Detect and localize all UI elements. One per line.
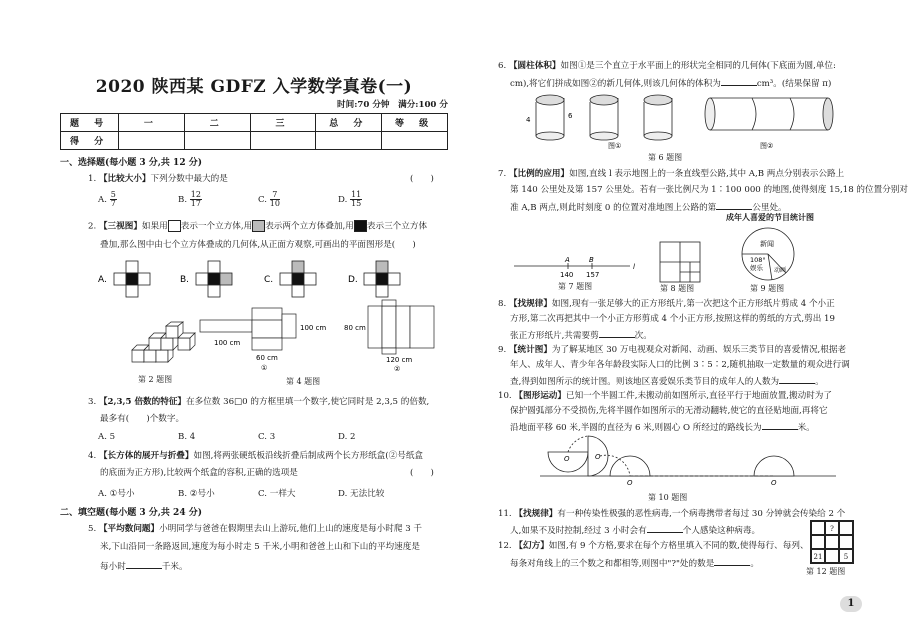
score-cell: 得 分 [61, 132, 119, 150]
fraction: $\frac{12}{17}$ [190, 190, 201, 208]
semicircle-end [754, 456, 794, 476]
score-cell: 题 号 [61, 114, 119, 132]
question-8: 8. 【找规律】如图,现有一张足够大的正方形纸片,第一次把这个正方形纸片剪成 4 个小正 [498, 299, 835, 309]
magic-cell[interactable]: 5 [839, 549, 853, 563]
question-7: 7. 【比例的应用】如图,直线 l 表示地图上的一条直线型公路,其中 A,B 两点分别表示公路上 [498, 169, 845, 179]
paper-boxes-figure [198, 300, 448, 372]
option-c[interactable]: C. $\frac{7}{10}$ [258, 190, 280, 208]
question-4-line2: 的底面为正方形),比较两个纸盒的容积,正确的选项是 [100, 468, 298, 478]
option-d[interactable]: D. 2 [338, 432, 356, 442]
magic-cell[interactable]: 21 [811, 549, 825, 563]
option-a-grid [114, 261, 150, 297]
score-input-cell[interactable] [316, 132, 382, 150]
question-text: 下列分数中最大的是 [150, 174, 228, 184]
question-number: 6. [498, 61, 507, 71]
answer-paren[interactable]: ( ) [410, 174, 434, 184]
dim-label: 60 cm [256, 354, 278, 362]
pie-slice-label: 动画 [774, 267, 787, 274]
fig10-caption: 第 10 题图 [648, 493, 688, 502]
score-table-header-row [61, 114, 448, 132]
question-tag: 【三视图】 [98, 221, 142, 232]
center-label: O [627, 479, 633, 487]
question-4: 4. 【长方体的展开与折叠】如图,将两张硬纸板沿线折叠后制成两个长方形纸盒(②号纸盒 [88, 451, 424, 461]
question-tag: 【图形运动】 [514, 391, 566, 401]
question-12: 12. 【幻方】如图,有 9 个方格,要求在每个方格里填入不同的数,使得每行、每列、 [498, 541, 809, 551]
answer-paren[interactable]: ( ) [410, 468, 434, 478]
question-12-line2: 每条对角线上的三个数之和都相等,则图中"?"处的数是 。 [510, 556, 759, 571]
question-number: 3. [88, 397, 97, 407]
answer-blank[interactable] [762, 420, 798, 430]
question-number: 4. [88, 451, 97, 461]
right-column [488, 0, 908, 636]
option-a-label: A. [98, 275, 107, 285]
line-l-label: l [633, 263, 635, 271]
question-tag: 【比例的应用】 [508, 169, 570, 179]
question-9-line3: 查,得到如图所示的统计图。则该地区喜爱娱乐类节目的成年人的人数为 。 [510, 374, 824, 389]
question-tag: 【平均数问题】 [98, 524, 160, 534]
pie-chart-title: 成年人喜爱的节目统计图 [726, 212, 814, 222]
fraction: $\frac{7}{10}$ [269, 190, 280, 208]
option-d-grid [364, 261, 400, 297]
answer-blank[interactable] [779, 374, 815, 384]
point-a-label: A [565, 256, 570, 264]
score-input-cell[interactable] [382, 132, 448, 150]
question-tag: 【幻方】 [514, 541, 549, 551]
question-number: 11. [498, 509, 512, 519]
dim-label: 80 cm [344, 324, 366, 332]
fraction: $\frac{5}{7}$ [110, 190, 116, 208]
fig9-caption: 第 9 题图 [750, 284, 785, 293]
option-a[interactable]: A. 5 [98, 432, 116, 442]
question-tag: 【长方体的展开与折叠】 [98, 451, 194, 461]
fig8-caption: 第 8 题图 [660, 284, 695, 293]
magic-cell[interactable] [825, 535, 839, 549]
question-6: 6. 【圆柱体积】如图①是三个直立于水平面上的形状完全相同的几何体(下底面为圆,单位: [498, 61, 836, 71]
center-label: O [595, 453, 601, 461]
option-c-label: C. [264, 275, 274, 285]
pie-angle-label: 108° [750, 256, 766, 264]
km-label: 157 [586, 271, 600, 279]
cut-cylinder [590, 95, 618, 140]
question-3-line2: 最多有( )个数字。 [100, 414, 185, 424]
question-5-line3: 每小时 千米。 [100, 559, 188, 574]
score-input-cell[interactable] [119, 132, 185, 150]
question-6-line2: cm),将它们拼成如图②的新几何体,则该几何体的体积为 cm³。(结果保留 π) [510, 76, 831, 91]
magic-cell[interactable] [825, 549, 839, 563]
km-label: 140 [560, 271, 574, 279]
circle-one-label: ① [261, 364, 268, 372]
fig4-caption: 第 4 题图 [286, 377, 321, 386]
score-input-cell[interactable] [184, 132, 250, 150]
magic-cell[interactable] [811, 521, 825, 535]
answer-blank[interactable] [647, 523, 683, 533]
joined-cylinder [705, 98, 833, 130]
exam-meta: 时间:70 分钟 满分:100 分 [337, 100, 448, 110]
fig6-caption: 第 6 题图 [648, 153, 683, 162]
gray-cube-icon [252, 220, 265, 232]
answer-blank[interactable] [721, 76, 757, 86]
question-number: 2. [88, 221, 97, 232]
magic-cell-question[interactable]: ? [825, 521, 839, 535]
question-10-line3: 沿地面平移 60 米,半圆的直径为 6 米,则圆心 O 所经过的路线长为 米。 [510, 420, 815, 435]
option-d[interactable]: D. $\frac{11}{15}$ [338, 190, 362, 208]
left-column [60, 0, 448, 636]
option-d[interactable]: D. 无法比较 [338, 489, 385, 499]
fig1-label: 图① [608, 142, 622, 150]
score-table [60, 113, 448, 150]
pie-chart [734, 224, 804, 286]
option-b-label: B. [180, 275, 190, 285]
fig7-caption: 第 7 题图 [558, 282, 593, 291]
question-8-line2: 方形,第二次再把其中一个小正方形剪成 4 个小正方形,按照这样的剪纸的方式,剪出 19 [510, 314, 835, 324]
fig12-caption: 第 12 题图 [806, 567, 846, 576]
center-label: O [771, 479, 777, 487]
question-number: 9. [498, 345, 507, 355]
stacked-cubes-figure [128, 322, 204, 370]
score-cell: 二 [184, 114, 250, 132]
cut-squares-figure [658, 240, 702, 284]
white-cube-icon [168, 220, 181, 232]
magic-cell[interactable] [839, 521, 853, 535]
option-d-label: D. [348, 275, 358, 285]
question-7-line3: 准 A,B 两点,则此时刻度 0 的位置对准地图上公路的第 公里处。 [510, 200, 787, 215]
q2-options-figure [90, 256, 440, 298]
semicircle-down [610, 456, 650, 476]
option-c-grid [280, 261, 316, 297]
option-c[interactable]: C. 3 [258, 432, 276, 442]
question-tag: 【比较大小】 [98, 174, 151, 184]
option-b-grid [196, 261, 232, 297]
point-b-label: B [589, 256, 594, 264]
option-a[interactable]: A. ①号小 [98, 489, 135, 499]
answer-blank[interactable] [716, 200, 752, 210]
question-7-line2: 第 140 公里处及第 157 公里处。若有一张比例尺为 1∶100 000 的地图,使得刻度 15,18 的位置分别对 [510, 185, 908, 195]
question-5: 5. 【平均数问题】小明同学与爸爸在假期里去山上游玩,他们上山的速度是每小时爬 3 千 [88, 524, 422, 534]
question-tag: 【找规律】 [508, 299, 552, 309]
question-1 [88, 173, 228, 186]
score-table-score-row [61, 132, 448, 150]
dim-label: 100 cm [214, 339, 241, 347]
option-c[interactable]: C. 一样大 [258, 489, 296, 499]
page-title: 2020 陕西某 GDFZ 入学数学真卷(一) [95, 77, 413, 97]
answer-blank[interactable] [714, 556, 750, 566]
cut-cylinder [644, 95, 672, 140]
dim-label: 120 cm [386, 356, 413, 364]
question-2: 2. 【三视图】如果用 表示一个立方体,用 表示两个立方体叠加,用 表示三个立方体 [88, 221, 428, 232]
pie-slice-label: 娱乐 [750, 264, 763, 272]
option-b[interactable]: B. ②号小 [178, 489, 215, 499]
dim-label: 4 [526, 116, 531, 124]
question-number: 5. [88, 524, 97, 534]
magic-square-grid [810, 520, 854, 564]
question-number: 1. [88, 174, 97, 184]
score-input-cell[interactable] [250, 132, 316, 150]
question-9-line2: 年人、成年人、青少年各年龄段实际人口的比例 3∶5∶2,随机抽取一定数量的观众进行调 [510, 360, 850, 370]
fig2-caption: 第 2 题图 [138, 375, 173, 384]
score-cell: 一 [119, 114, 185, 132]
question-9: 9. 【统计图】为了解某地区 30 万电视观众对新闻、动画、娱乐三类节目的喜爱情况,根据老 [498, 345, 847, 355]
fig2-label: 图② [760, 142, 774, 150]
option-b[interactable]: B. $\frac{12}{17}$ [178, 190, 201, 208]
section-heading-choice: 一、选择题(每小题 3 分,共 12 分) [60, 158, 202, 168]
question-tag: 【找规律】 [514, 509, 558, 519]
center-label: O [564, 455, 570, 463]
score-cell: 总 分 [316, 114, 382, 132]
question-11-line2: 人,如果不及时控制,经过 3 小时会有 个人感染这种病毒。 [510, 523, 760, 538]
black-cube-icon [354, 220, 367, 232]
cylinders-figure [528, 90, 838, 152]
question-tag: 【2,3,5 倍数的特征】 [98, 397, 187, 407]
question-5-line2: 米,下山沿同一条路返回,速度为每小时走 5 千米,小明和爸爸上山和下山的平均速度是 [100, 542, 420, 552]
option-a[interactable]: A. $\frac{5}{7}$ [98, 190, 116, 208]
question-number: 8. [498, 299, 507, 309]
rolling-semicircle-figure [540, 432, 840, 492]
dim-label: 100 cm [300, 324, 327, 332]
question-tag: 【圆柱体积】 [508, 61, 561, 71]
question-2-line2: 叠加,那么图中由七个立方体叠成的几何体,从正面方观察,可画出的平面图形是( ) [100, 240, 416, 250]
pie-slice-label: 新闻 [760, 240, 774, 248]
answer-blank[interactable] [126, 559, 162, 569]
question-10-line2: 保护圆弧部分不受损伤,先将半圆作如图所示的无滑动翻转,使它的直径贴地面,再将它 [510, 406, 828, 416]
magic-cell[interactable] [839, 535, 853, 549]
question-number: 12. [498, 541, 512, 551]
cube [178, 333, 195, 350]
dim-label: 6 [568, 112, 573, 120]
question-11: 11. 【找规律】有一种传染性极强的恶性病毒,一个病毒携带者每过 30 分钟就会传染给 2 个 [498, 509, 846, 519]
score-cell: 等 级 [382, 114, 448, 132]
question-number: 7. [498, 169, 507, 179]
magic-cell[interactable] [811, 535, 825, 549]
question-8-line3: 张正方形纸片,共需要剪 次。 [510, 328, 652, 343]
answer-blank[interactable] [599, 328, 635, 338]
question-number: 10. [498, 391, 512, 401]
option-b[interactable]: B. 4 [178, 432, 196, 442]
question-3: 3. 【2,3,5 倍数的特征】在多位数 36□0 的方框里填一个数字,使它同时是 2,3,5 的倍数, [88, 397, 430, 407]
page-number: 1 [840, 596, 862, 612]
fraction: $\frac{11}{15}$ [351, 190, 362, 208]
score-cell: 三 [250, 114, 316, 132]
question-10: 10. 【图形运动】已知一个半圆工件,未搬动前如图所示,直径平行于地面放置,搬动时为了 [498, 391, 832, 401]
cut-cylinder [536, 95, 564, 140]
circle-two-label: ② [394, 365, 401, 373]
section-heading-fill: 二、填空题(每小题 3 分,共 24 分) [60, 508, 202, 518]
question-tag: 【统计图】 [508, 345, 552, 355]
